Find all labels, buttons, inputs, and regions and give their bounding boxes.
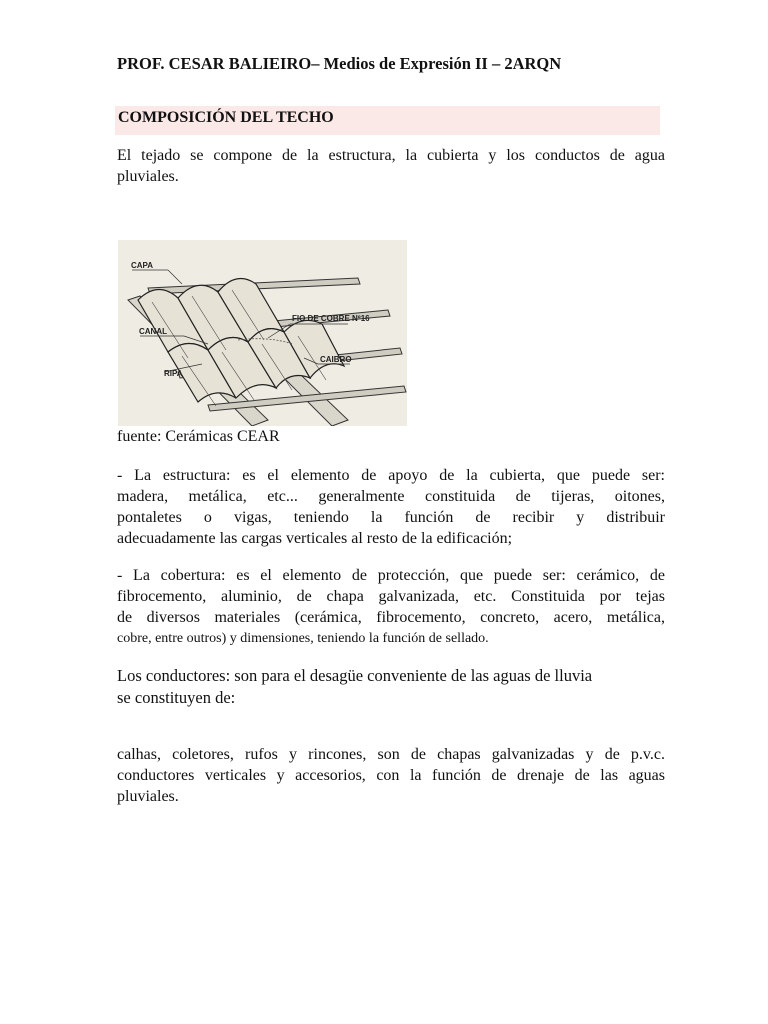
intro-paragraph <box>117 145 665 187</box>
cobertura-line: de diversos materiales (cerámica, fibrocemento, concreto, acero, metálica, <box>117 609 665 626</box>
calhas-line: pluviales. <box>117 788 179 805</box>
figure-caption: fuente: Cerámicas CEAR <box>117 428 280 445</box>
estructura-line: madera, metálica, etc... generalmente constituida de tijeras, oitones, <box>117 488 665 505</box>
label-canal: CANAL <box>139 327 167 336</box>
conductores-paragraph <box>117 665 665 709</box>
cobertura-paragraph <box>117 565 665 649</box>
calhas-line: conductores verticales y accesorios, con la función de drenaje de las aguas <box>117 767 665 784</box>
label-capa: CAPA <box>131 261 154 270</box>
cobertura-line: - La cobertura: es el elemento de protección, que puede ser: cerámico, de <box>117 567 665 584</box>
cobertura-line: cobre, entre outros) y dimensiones, teniendo la función de sellado. <box>117 631 489 646</box>
estructura-line: pontaletes o vigas, teniendo la función de recibir y distribuir <box>117 509 665 526</box>
estructura-paragraph <box>117 465 665 549</box>
roof-diagram <box>118 240 407 426</box>
page-header: PROF. CESAR BALIEIRO– Medios de Expresión II – 2ARQN <box>117 54 562 73</box>
label-caibro: CAIBRO <box>320 355 352 364</box>
estructura-line: adecuadamente las cargas verticales al resto de la edificación; <box>117 530 513 547</box>
conductores-line: se constituyen de: <box>117 688 236 707</box>
label-ripa: RIPA <box>164 369 183 378</box>
estructura-line: - La estructura: es el elemento de apoyo de la cubierta, que puede ser: <box>117 467 665 484</box>
roof-drawing <box>118 240 407 426</box>
calhas-line: calhas, coletores, rufos y rincones, son de chapas galvanizadas y de p.v.c. <box>117 746 665 763</box>
label-fio-de-cobre: FIO DE COBRE Nº16 <box>292 314 370 323</box>
calhas-paragraph <box>117 744 665 807</box>
cobertura-line: fibrocemento, aluminio, de chapa galvanizada, etc. Constituida por tejas <box>117 588 665 605</box>
intro-line: pluviales. <box>117 168 179 185</box>
conductores-line: Los conductores: son para el desagüe conveniente de las aguas de lluvia <box>117 666 593 685</box>
intro-line: El tejado se compone de la estructura, la cubierta y los conductos de agua <box>117 147 665 164</box>
section-title: COMPOSICIÓN DEL TECHO <box>115 106 660 135</box>
